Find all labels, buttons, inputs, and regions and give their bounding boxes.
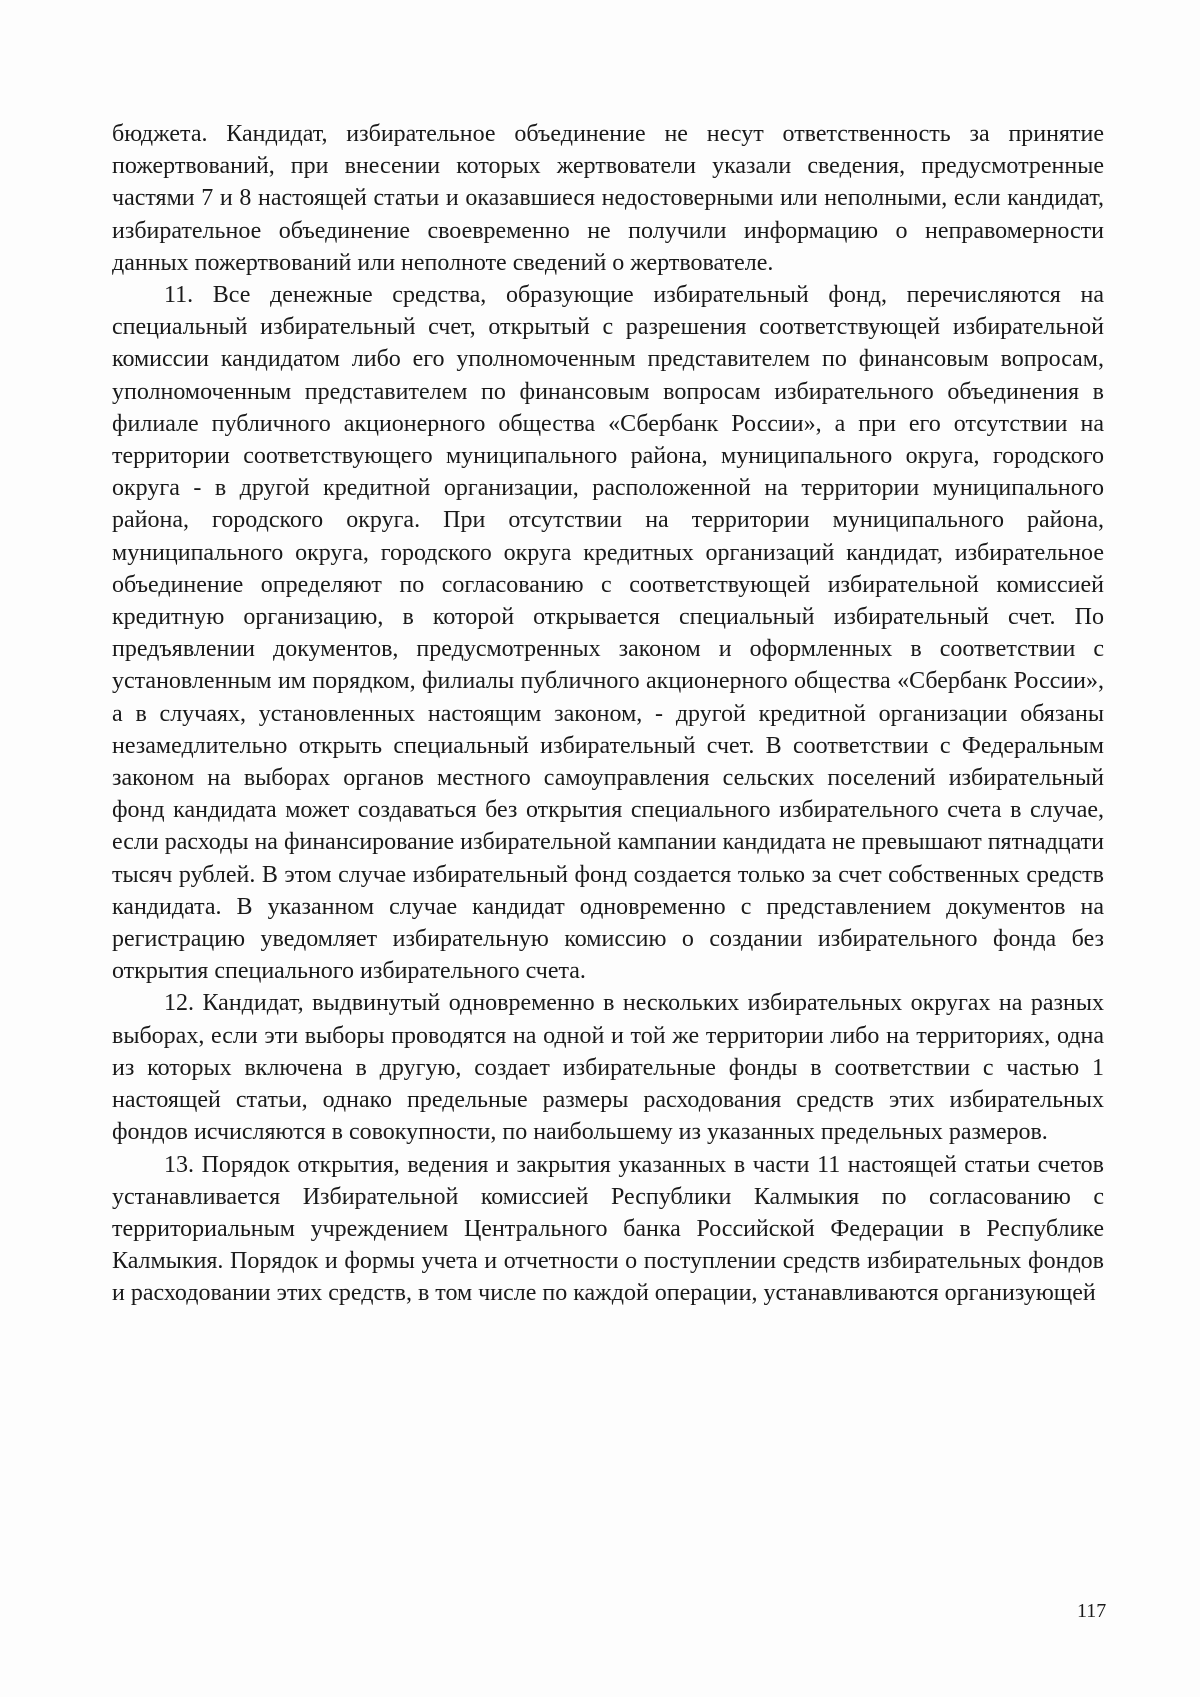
paragraph-11: 11. Все денежные средства, образующие избирательный фонд, перечисляются на специальный избирательный счет, открытый с разрешения соответствующей избирательной комиссии кандидатом либо его уполномоченным представителем по финансовым вопросам, уполномоченным представителем по финансовым вопросам избирательного объединения в филиале публичного акционерного общества «Сбербанк России», а при его отсутствии на территории соответствующего муниципального района, муниципального округа, городского округа - в другой кредитной организации, расположенной на территории муниципального района, городского округа. При отсутствии на территории муниципального района, муниципального округа, городского округа кредитных организаций кандидат, избирательное объединение определяют по согласованию с соответствующей избирательной комиссией кредитную организацию, в которой открывается специальный избирательный счет. По предъявлении документов, предусмотренных законом и оформленных в соответствии с установленным им порядком, филиалы публичного акционерного общества «Сбербанк России», а в случаях, установленных настоящим законом, - другой кредитной организации обязаны незамедлительно открыть специальный избирательный счет. В соответствии с Федеральным законом на выборах органов местного самоуправления сельских поселений избирательный фонд кандидата может создаваться без открытия специального избирательного счета в случае, если расходы на финансирование избирательной кампании кандидата не превышают пятнадцати тысяч рублей. В этом случае избирательный фонд создается только за счет собственных средств кандидата. В указанном случае кандидат одновременно с представлением документов на регистрацию уведомляет избирательную комиссию о создании избирательного фонда без открытия специального избирательного счета. [112,282,1104,985]
document-body [112,118,1104,1310]
paragraph-13: 13. Порядок открытия, ведения и закрытия указанных в части 11 настоящей статьи счетов устанавливается Избирательной комиссией Республики Калмыкия по согласованию с территориальным учреждением Центрального банка Российской Федерации в Республике Калмыкия. Порядок и формы учета и отчетности о поступлении средств избирательных фондов и расходовании этих средств, в том числе по каждой операции, устанавливаются организующей [112,1151,1104,1307]
page-number: 117 [1077,1600,1107,1622]
paragraph-budget-continuation: бюджета. Кандидат, избирательное объединение не несут ответственность за принятие пожертвований, при внесении которых жертвователи указали сведения, предусмотренные частями 7 и 8 настоящей статьи и оказавшиеся недостоверными или неполными, если кандидат, избирательное объединение своевременно не получили информацию о неправомерности данных пожертвований или неполноте сведений о жертвователе. [112,121,1104,276]
paragraph-12: 12. Кандидат, выдвинутый одновременно в нескольких избирательных округах на разных выборах, если эти выборы проводятся на одной и той же территории либо на территориях, одна из которых включена в другую, создает избирательные фонды в соответствии с частью 1 настоящей статьи, однако предельные размеры расходования средств этих избирательных фондов исчисляются в совокупности, по наибольшему из указанных предельных размеров. [112,990,1104,1146]
